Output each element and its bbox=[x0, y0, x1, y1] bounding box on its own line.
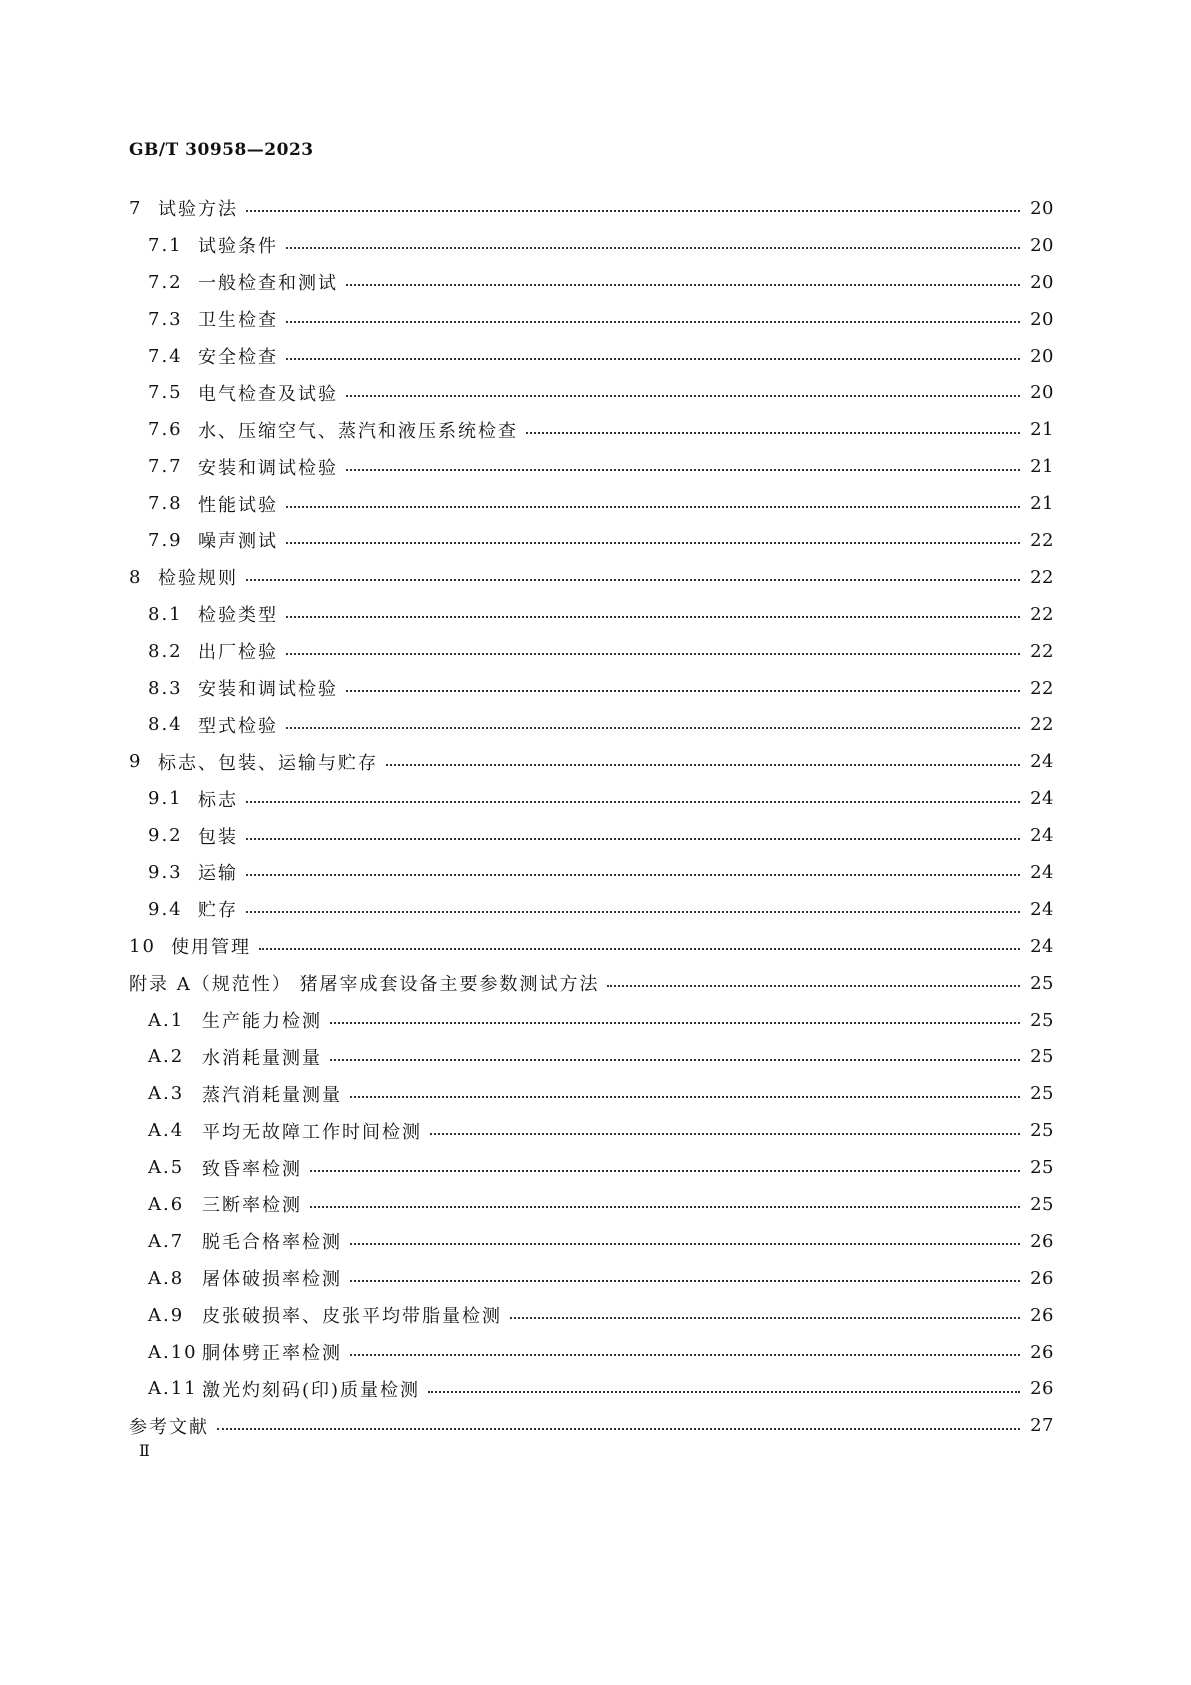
toc-entry-title: 型式检验 bbox=[198, 715, 278, 737]
toc-entry-title: 安装和调试检验 bbox=[198, 457, 338, 479]
toc-entry-page: 25 bbox=[1030, 1009, 1054, 1031]
toc-entry-page: 20 bbox=[1030, 382, 1054, 404]
toc-entry-title: 三断率检测 bbox=[202, 1195, 302, 1217]
table-of-contents bbox=[129, 190, 1054, 1444]
toc-entry-page: 22 bbox=[1030, 566, 1054, 588]
toc-entry-number: A.7 bbox=[148, 1230, 185, 1252]
toc-entry-title: 标志 bbox=[198, 789, 238, 811]
dot-leader bbox=[246, 210, 1020, 212]
toc-entry-title: 水、压缩空气、蒸汽和液压系统检查 bbox=[198, 420, 518, 442]
toc-entry-number: 7.9 bbox=[148, 529, 183, 551]
toc-entry-page: 25 bbox=[1030, 972, 1054, 994]
toc-entry-number: A.2 bbox=[148, 1046, 185, 1068]
toc-entry-page: 25 bbox=[1030, 1157, 1054, 1179]
toc-entry-page: 25 bbox=[1030, 1120, 1054, 1142]
toc-entry-page: 24 bbox=[1030, 788, 1054, 810]
toc-entry-number: 7.1 bbox=[148, 234, 183, 256]
dot-leader bbox=[346, 469, 1020, 471]
toc-entry[interactable] bbox=[129, 374, 1054, 411]
dot-leader bbox=[286, 321, 1020, 323]
toc-entry[interactable] bbox=[129, 1334, 1054, 1371]
toc-entry-page: 22 bbox=[1030, 603, 1054, 625]
toc-entry[interactable] bbox=[129, 670, 1054, 707]
toc-entry-page: 24 bbox=[1030, 751, 1054, 773]
toc-entry[interactable] bbox=[129, 227, 1054, 264]
dot-leader bbox=[346, 395, 1020, 397]
toc-entry-title: 皮张破损率、皮张平均带脂量检测 bbox=[202, 1306, 502, 1328]
toc-entry-title: 贮存 bbox=[198, 900, 238, 922]
dot-leader bbox=[607, 985, 1020, 987]
dot-leader bbox=[286, 506, 1020, 508]
toc-entry-title: 激光灼刻码(印)质量检测 bbox=[202, 1379, 421, 1401]
toc-entry-page: 20 bbox=[1030, 234, 1054, 256]
toc-entry-title: 一般检查和测试 bbox=[198, 273, 338, 295]
toc-entry-number: A.11 bbox=[148, 1378, 198, 1400]
dot-leader bbox=[286, 358, 1020, 360]
toc-entry[interactable] bbox=[129, 1223, 1054, 1260]
toc-entry-page: 25 bbox=[1030, 1046, 1054, 1068]
dot-leader bbox=[286, 616, 1020, 618]
toc-entry[interactable] bbox=[129, 338, 1054, 375]
toc-entry-number: A.8 bbox=[148, 1267, 185, 1289]
toc-entry-title: 试验条件 bbox=[198, 236, 278, 258]
toc-entry[interactable] bbox=[129, 743, 1054, 780]
toc-entry-title: 蒸汽消耗量测量 bbox=[202, 1084, 342, 1106]
toc-entry-page: 21 bbox=[1030, 456, 1054, 478]
toc-entry-number: 9.1 bbox=[148, 788, 183, 810]
toc-entry-title: 致昏率检测 bbox=[202, 1158, 302, 1180]
toc-entry[interactable] bbox=[129, 928, 1054, 965]
dot-leader bbox=[310, 1206, 1020, 1208]
toc-entry-number: 8 bbox=[129, 566, 143, 588]
toc-entry[interactable] bbox=[129, 780, 1054, 817]
standard-code: GB/T 30958—2023 bbox=[129, 140, 314, 160]
toc-entry-title: 电气检查及试验 bbox=[198, 383, 338, 405]
toc-entry-number: 9 bbox=[129, 751, 143, 773]
toc-entry-page: 25 bbox=[1030, 1193, 1054, 1215]
dot-leader bbox=[350, 1096, 1020, 1098]
toc-entry-number: 8.2 bbox=[148, 640, 183, 662]
toc-entry-number: A.9 bbox=[148, 1304, 185, 1326]
dot-leader bbox=[430, 1133, 1020, 1135]
dot-leader bbox=[346, 690, 1020, 692]
dot-leader bbox=[350, 1354, 1020, 1356]
toc-entry-number: A.6 bbox=[148, 1193, 185, 1215]
page-header bbox=[129, 140, 314, 160]
toc-entry-title: 检验规则 bbox=[158, 568, 238, 590]
toc-entry-page: 24 bbox=[1030, 861, 1054, 883]
toc-entry[interactable] bbox=[129, 522, 1054, 559]
dot-leader bbox=[526, 432, 1020, 434]
toc-entry-number: A.1 bbox=[148, 1009, 185, 1031]
toc-entry-number: 7.8 bbox=[148, 493, 183, 515]
toc-entry[interactable] bbox=[129, 596, 1054, 633]
toc-entry-number: 7.4 bbox=[148, 345, 183, 367]
toc-entry[interactable] bbox=[129, 965, 1054, 1002]
toc-entry-number: 9.2 bbox=[148, 825, 183, 847]
toc-entry[interactable] bbox=[129, 1075, 1054, 1112]
toc-entry-title: 包装 bbox=[198, 826, 238, 848]
toc-entry-number: 10 bbox=[129, 935, 156, 957]
toc-entry-page: 21 bbox=[1030, 493, 1054, 515]
toc-entry-title: 水消耗量测量 bbox=[202, 1047, 322, 1069]
toc-entry-title: 参考文献 bbox=[129, 1416, 209, 1438]
dot-leader bbox=[428, 1391, 1020, 1393]
toc-entry-page: 22 bbox=[1030, 714, 1054, 736]
toc-entry-page: 20 bbox=[1030, 308, 1054, 330]
toc-entry-number: 9.4 bbox=[148, 898, 183, 920]
toc-entry[interactable] bbox=[129, 485, 1054, 522]
toc-entry[interactable] bbox=[129, 817, 1054, 854]
toc-entry-title: 安全检查 bbox=[198, 347, 278, 368]
toc-entry-page: 24 bbox=[1030, 825, 1054, 847]
toc-entry-title: 噪声测试 bbox=[198, 531, 278, 553]
dot-leader bbox=[310, 1170, 1020, 1172]
toc-entry-page: 26 bbox=[1030, 1304, 1054, 1326]
toc-entry[interactable] bbox=[129, 301, 1054, 338]
toc-entry-number: 7.2 bbox=[148, 271, 183, 293]
toc-entry[interactable] bbox=[129, 1149, 1054, 1186]
toc-entry-number: A.10 bbox=[148, 1341, 198, 1363]
toc-entry[interactable] bbox=[129, 264, 1054, 301]
toc-entry[interactable] bbox=[129, 854, 1054, 891]
toc-entry-page: 20 bbox=[1030, 197, 1054, 219]
toc-entry-title: 胴体劈正率检测 bbox=[202, 1343, 342, 1365]
dot-leader bbox=[286, 247, 1020, 249]
toc-entry[interactable] bbox=[129, 1371, 1054, 1408]
toc-entry-number: A.3 bbox=[148, 1083, 185, 1105]
toc-entry-page: 24 bbox=[1030, 935, 1054, 957]
toc-entry-page: 22 bbox=[1030, 677, 1054, 699]
dot-leader bbox=[510, 1317, 1020, 1319]
toc-entry-page: 20 bbox=[1030, 271, 1054, 293]
dot-leader bbox=[330, 1022, 1020, 1024]
toc-entry[interactable] bbox=[129, 1407, 1054, 1444]
toc-entry-title: 运输 bbox=[198, 863, 238, 885]
dot-leader bbox=[246, 874, 1020, 876]
toc-entry-number: 8.1 bbox=[148, 603, 183, 625]
dot-leader bbox=[246, 911, 1020, 913]
toc-entry[interactable] bbox=[129, 1260, 1054, 1297]
toc-entry-title: 卫生检查 bbox=[198, 310, 278, 332]
toc-entry-title: 试验方法 bbox=[158, 199, 238, 221]
toc-entry[interactable] bbox=[129, 633, 1054, 670]
toc-entry[interactable] bbox=[129, 448, 1054, 485]
toc-entry-title: 附录 A（规范性） 猪屠宰成套设备主要参数测试方法 bbox=[129, 974, 600, 996]
toc-entry-page: 27 bbox=[1030, 1415, 1054, 1437]
toc-entry-page: 25 bbox=[1030, 1083, 1054, 1105]
toc-entry-title: 脱毛合格率检测 bbox=[202, 1232, 342, 1254]
dot-leader bbox=[217, 1428, 1020, 1430]
toc-entry-number: 7.5 bbox=[148, 382, 183, 404]
toc-entry-title: 标志、包装、运输与贮存 bbox=[158, 752, 378, 774]
dot-leader bbox=[330, 1059, 1020, 1061]
toc-entry-page: 26 bbox=[1030, 1267, 1054, 1289]
toc-entry-number: 7 bbox=[129, 197, 143, 219]
toc-entry-page: 22 bbox=[1030, 529, 1054, 551]
toc-entry-number: A.5 bbox=[148, 1157, 185, 1179]
dot-leader bbox=[286, 542, 1020, 544]
dot-leader bbox=[286, 727, 1020, 729]
toc-entry-page: 24 bbox=[1030, 898, 1054, 920]
toc-entry-page: 20 bbox=[1030, 345, 1054, 367]
dot-leader bbox=[350, 1243, 1020, 1245]
toc-entry-number: 9.3 bbox=[148, 861, 183, 883]
toc-entry[interactable] bbox=[129, 1038, 1054, 1075]
toc-entry-title: 平均无故障工作时间检测 bbox=[202, 1121, 422, 1143]
toc-entry[interactable] bbox=[129, 411, 1054, 448]
toc-entry[interactable] bbox=[129, 559, 1054, 596]
toc-entry-page: 21 bbox=[1030, 419, 1054, 441]
dot-leader bbox=[350, 1280, 1020, 1282]
toc-entry-title: 使用管理 bbox=[171, 937, 251, 959]
toc-entry[interactable] bbox=[129, 1297, 1054, 1334]
toc-entry-title: 检验类型 bbox=[198, 605, 278, 627]
toc-entry[interactable] bbox=[129, 1186, 1054, 1223]
toc-entry[interactable] bbox=[129, 706, 1054, 743]
toc-entry[interactable] bbox=[129, 1002, 1054, 1039]
dot-leader bbox=[246, 801, 1020, 803]
toc-entry-title: 出厂检验 bbox=[198, 642, 278, 664]
toc-entry-number: 7.7 bbox=[148, 456, 183, 478]
toc-entry-title: 生产能力检测 bbox=[202, 1011, 322, 1033]
page-number: Ⅱ bbox=[139, 1441, 150, 1460]
toc-entry-number: 8.4 bbox=[148, 714, 183, 736]
toc-entry-page: 22 bbox=[1030, 640, 1054, 662]
toc-entry[interactable] bbox=[129, 190, 1054, 227]
toc-entry-page: 26 bbox=[1030, 1341, 1054, 1363]
toc-entry-title: 屠体破损率检测 bbox=[202, 1269, 342, 1291]
dot-leader bbox=[259, 948, 1020, 950]
toc-entry-title: 性能试验 bbox=[198, 494, 278, 516]
dot-leader bbox=[386, 764, 1020, 766]
toc-entry[interactable] bbox=[129, 1112, 1054, 1149]
toc-entry[interactable] bbox=[129, 891, 1054, 928]
toc-entry-number: 7.3 bbox=[148, 308, 183, 330]
toc-entry-number: A.4 bbox=[148, 1120, 185, 1142]
toc-entry-title: 安装和调试检验 bbox=[198, 679, 338, 701]
toc-entry-page: 26 bbox=[1030, 1230, 1054, 1252]
dot-leader bbox=[286, 653, 1020, 655]
toc-entry-number: 7.6 bbox=[148, 419, 183, 441]
dot-leader bbox=[246, 838, 1020, 840]
dot-leader bbox=[346, 284, 1020, 286]
toc-entry-page: 26 bbox=[1030, 1378, 1054, 1400]
dot-leader bbox=[246, 579, 1020, 581]
toc-entry-number: 8.3 bbox=[148, 677, 183, 699]
